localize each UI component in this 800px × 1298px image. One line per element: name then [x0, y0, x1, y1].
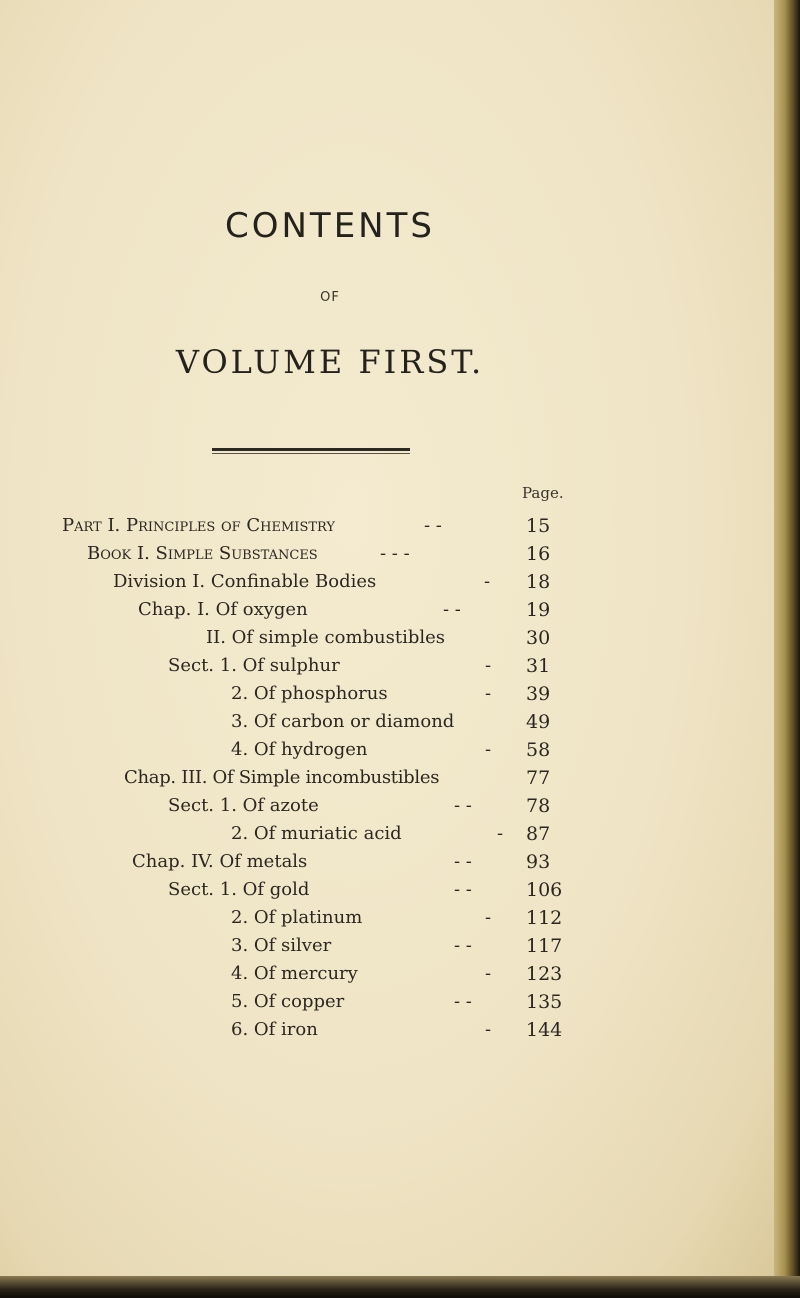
toc-entry-page: 117 [526, 935, 563, 957]
toc-entry-label: 5. Of copper [231, 991, 345, 1012]
toc-entry-dashes: - - [443, 599, 461, 620]
toc-entry-dashes: - [484, 571, 491, 592]
toc-entry-page: 16 [526, 543, 551, 565]
toc-entry-page: 18 [526, 571, 551, 593]
toc-entry-page: 106 [526, 879, 563, 901]
toc-entry-dashes: - [485, 739, 492, 760]
toc-entry-dashes: - - [454, 935, 472, 956]
toc-entry-label: 2. Of phosphorus [231, 683, 388, 704]
toc-entry-page: 58 [526, 739, 551, 761]
toc-entry-label: Division I. Confinable Bodies [113, 571, 377, 592]
toc-entry-label: 2. Of platinum [231, 907, 363, 928]
page-edge-shadow [774, 0, 800, 1298]
volume-heading: VOLUME FIRST. [175, 343, 485, 381]
toc-entry-label: II. Of simple combustibles [206, 627, 446, 648]
contents-heading: CONTENTS [225, 206, 435, 246]
toc-entry-dashes: - - [454, 851, 472, 872]
toc-entry-label: Sect. 1. Of azote [168, 795, 319, 816]
toc-entry-page: 78 [526, 795, 551, 817]
toc-entry-dashes: - [485, 1019, 492, 1040]
heading-rule-thin [212, 453, 410, 454]
toc-entry-page: 144 [526, 1019, 563, 1041]
toc-entry-dashes: - - [454, 991, 472, 1012]
toc-entry-label: Book I. Simple Substances [87, 543, 318, 564]
toc-entry-label: Sect. 1. Of sulphur [168, 655, 340, 676]
toc-entry-dashes: - [485, 907, 492, 928]
toc-entry-label: 4. Of hydrogen [231, 739, 368, 760]
toc-entry-page: 77 [526, 767, 551, 789]
toc-entry-page: 135 [526, 991, 563, 1013]
toc-entry-dashes: - - [424, 515, 442, 536]
toc-entry-label: 3. Of silver [231, 935, 332, 956]
toc-entry-label: Chap. I. Of oxygen [138, 599, 308, 620]
toc-entry-label: Part I. Principles of Chemistry [62, 515, 335, 536]
page-column-label: Page. [522, 484, 564, 502]
toc-entry-label: Sect. 1. Of gold [168, 879, 310, 900]
toc-entry-page: 30 [526, 627, 551, 649]
page-bottom-edge [0, 1276, 800, 1298]
toc-entry-dashes: - [485, 655, 492, 676]
toc-entry-page: 39 [526, 683, 551, 705]
toc-entry-page: 123 [526, 963, 563, 985]
of-subheading: OF [320, 290, 340, 305]
toc-entry-dashes: - - [454, 795, 472, 816]
toc-entry-label: 6. Of iron [231, 1019, 318, 1040]
toc-entry-label: 2. Of muriatic acid [231, 823, 402, 844]
toc-entry-page: 93 [526, 851, 551, 873]
toc-entry-page: 87 [526, 823, 551, 845]
toc-entry-dashes: - [485, 963, 492, 984]
toc-entry-page: 49 [526, 711, 551, 733]
toc-entry-page: 112 [526, 907, 563, 929]
toc-entry-dashes: - - - [380, 543, 410, 564]
heading-rule [212, 448, 410, 451]
toc-entry-dashes: - [497, 823, 504, 844]
toc-entry-label: Chap. III. Of Simple incombustibles [124, 767, 440, 788]
toc-entry-label: 3. Of carbon or diamond [231, 711, 455, 732]
toc-entry-dashes: - - [454, 879, 472, 900]
toc-entry-label: Chap. IV. Of metals [132, 851, 308, 872]
toc-entry-label: 4. Of mercury [231, 963, 358, 984]
toc-entry-page: 19 [526, 599, 551, 621]
toc-entry-page: 31 [526, 655, 551, 677]
toc-entry-page: 15 [526, 515, 551, 537]
toc-entry-dashes: - [485, 683, 492, 704]
